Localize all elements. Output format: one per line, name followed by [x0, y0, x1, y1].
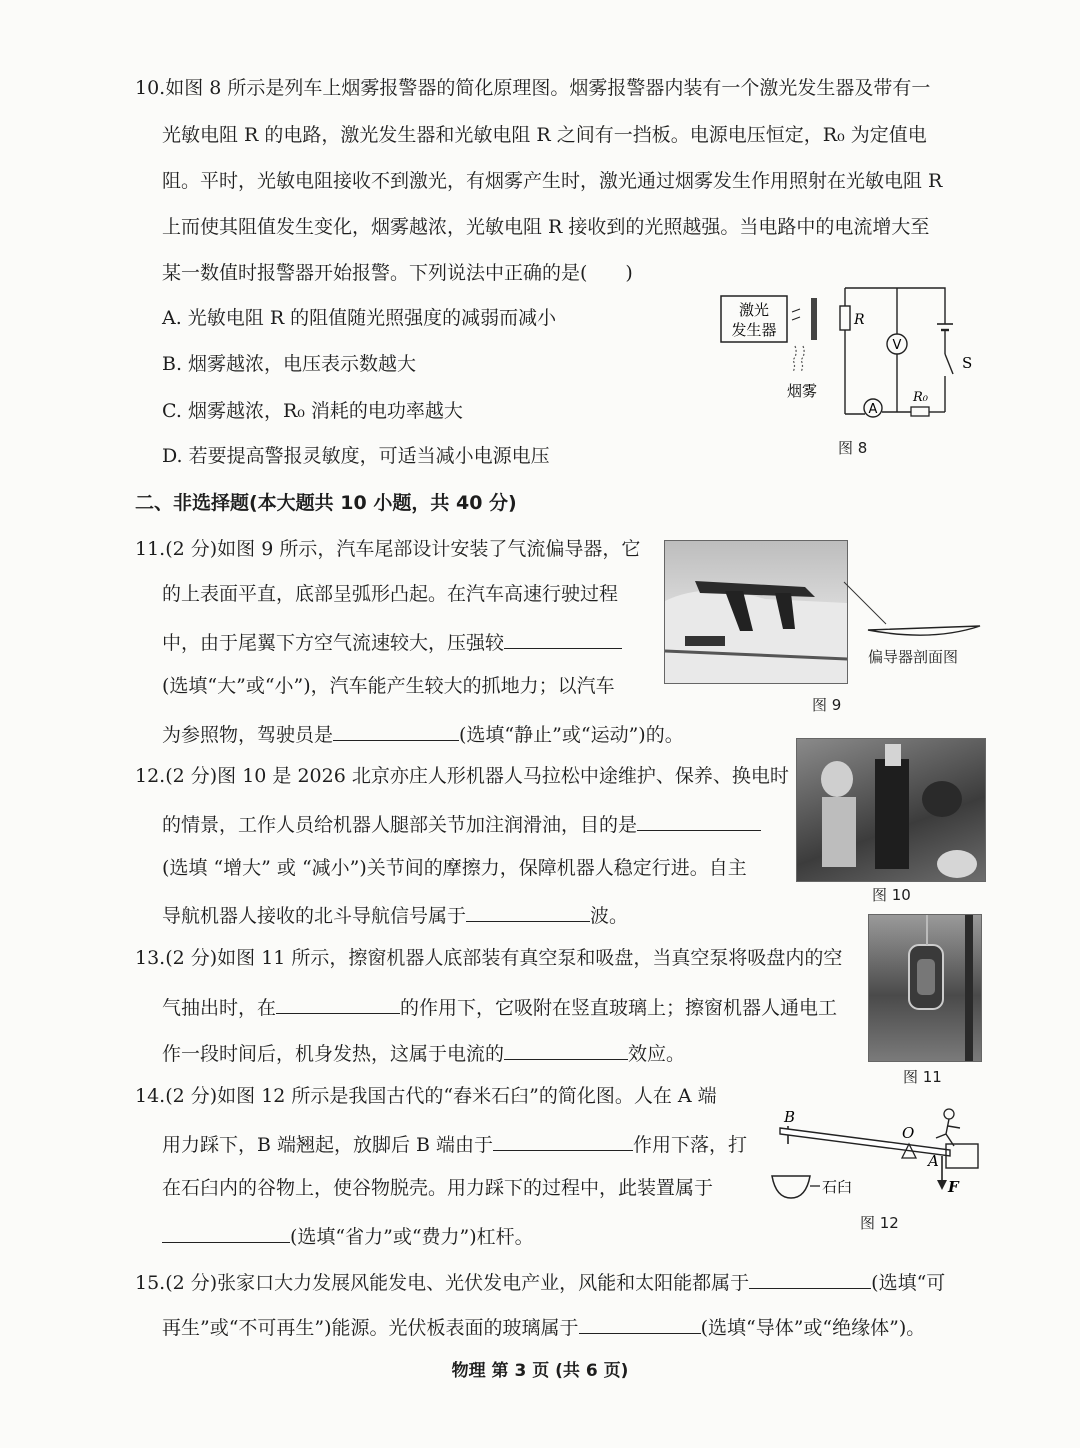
- figure-10-photo: [796, 738, 986, 882]
- q11-line-5: [162, 720, 684, 747]
- switch-label: S: [962, 354, 973, 372]
- q14-line-3: 在石臼内的谷物上，使谷物脱壳。用力踩下的过程中，此装置属于: [162, 1177, 714, 1199]
- figure-8-circuit: [715, 284, 985, 434]
- q13-line-3-text: 作一段时间后，机身发热，这属于电流的: [162, 1043, 505, 1065]
- car-spoiler-image: [665, 541, 847, 683]
- mortar-label: 石臼: [822, 1178, 853, 1196]
- q15-line-2-tail: (选填“导体”或“绝缘体”)。: [700, 1317, 926, 1339]
- q15-line-2-text: 再生”或“不可再生”)能源。光伏板表面的玻璃属于: [162, 1317, 579, 1339]
- q14-line-4-text: (选填“省力”或“费力”)杠杆。: [290, 1226, 534, 1248]
- q15-line-1-tail: (选填“可: [871, 1272, 946, 1294]
- q15-line-1-text: 15.(2 分)张家口大力发展风能发电、光伏发电产业，风能和太阳能都属于: [135, 1272, 750, 1294]
- figure-12-caption: 图 12: [860, 1214, 899, 1232]
- q12-line-4: [162, 901, 628, 928]
- q11-line-3: [162, 628, 622, 655]
- q15-line-1: [135, 1268, 945, 1295]
- pivot-o-label: O: [902, 1124, 915, 1142]
- q10-line-1: 10.如图 8 所示是列车上烟雾报警器的简化原理图。烟雾报警器内装有一个激光发生器及带有一: [135, 77, 931, 99]
- q12-line-2-text: 的情景，工作人员给机器人腿部关节加注润滑油，目的是: [162, 814, 638, 836]
- point-b-label: B: [784, 1108, 796, 1126]
- q10-option-d: D. 若要提高警报灵敏度，可适当减小电源电压: [162, 445, 550, 467]
- laser-label-2: 发生器: [731, 321, 777, 339]
- spoiler-section-diagram: [842, 580, 982, 640]
- q13-line-3: [162, 1039, 685, 1066]
- figure-8-caption: 图 8: [838, 439, 868, 457]
- q14-line-2-tail: 作用下落，打: [633, 1134, 748, 1156]
- q14-line-2: [162, 1130, 747, 1157]
- q14-line-2-text: 用力踩下，B 端翘起，放脚后 B 端由于: [162, 1134, 494, 1156]
- q12-line-2: [162, 810, 761, 837]
- q10-line-5: 某一数值时报警器开始报警。下列说法中正确的是( ): [162, 262, 633, 284]
- q13-line-2-text: 气抽出时，在: [162, 997, 277, 1019]
- q15-blank-1[interactable]: [749, 1268, 871, 1289]
- q11-line-3-text: 中，由于尾翼下方空气流速较大，压强较: [162, 632, 505, 654]
- q13-line-1: 13.(2 分)如图 11 所示，擦窗机器人底部装有真空泵和吸盘，当真空泵将吸盘内的空: [135, 947, 843, 969]
- window-robot-image: [869, 915, 981, 1061]
- smoke-label: 烟雾: [787, 382, 818, 400]
- q11-blank-1[interactable]: [504, 628, 622, 649]
- q11-line-5-tail: (选填“静止”或“运动”)的。: [459, 724, 684, 746]
- ammeter-label: A: [868, 402, 878, 417]
- q14-line-4: [162, 1222, 534, 1249]
- q15-line-2: [162, 1313, 925, 1340]
- q12-line-4-text: 导航机器人接收的北斗导航信号属于: [162, 905, 467, 927]
- figure-9-caption: 图 9: [812, 696, 842, 714]
- q10-line-4: 上而使其阻值发生变化，烟雾越浓，光敏电阻 R 接收到的光照越强。当电路中的电流增大至: [162, 216, 930, 238]
- q10-line-3: 阻。平时，光敏电阻接收不到激光，有烟雾产生时，激光通过烟雾发生作用照射在光敏电阻 R: [162, 170, 943, 192]
- q12-line-1: 12.(2 分)图 10 是 2026 北京亦庄人形机器人马拉松中途维护、保养、换电时: [135, 765, 789, 787]
- q14-line-1: 14.(2 分)如图 12 所示是我国古代的“舂米石臼”的简化图。人在 A 端: [135, 1085, 717, 1107]
- q14-blank-1[interactable]: [493, 1130, 633, 1151]
- q13-blank-2[interactable]: [504, 1039, 628, 1060]
- point-a-label: A: [928, 1152, 939, 1170]
- q12-line-3: (选填 “增大” 或 “减小”)关节间的摩擦力，保障机器人稳定行进。自主: [162, 857, 747, 879]
- figure-9-photo: [664, 540, 848, 684]
- resistor-r-label: R: [854, 312, 865, 328]
- figure-11-photo: [868, 914, 982, 1062]
- q10-option-b: B. 烟雾越浓，电压表示数越大: [162, 353, 417, 375]
- q12-line-4-tail: 波。: [590, 905, 629, 927]
- q11-blank-2[interactable]: [333, 720, 459, 741]
- q11-line-1: 11.(2 分)如图 9 所示，汽车尾部设计安装了气流偏导器，它: [135, 538, 641, 560]
- q10-line-2: 光敏电阻 R 的电路，激光发生器和光敏电阻 R 之间有一挡板。电源电压恒定，R₀ 为定值电: [162, 124, 927, 146]
- figure-12-lever: [766, 1100, 986, 1210]
- q12-blank-1[interactable]: [637, 810, 761, 831]
- robot-marathon-image: [797, 739, 985, 881]
- figure-11-caption: 图 11: [903, 1068, 942, 1086]
- q11-line-4: (选填“大”或“小”)，汽车能产生较大的抓地力；以汽车: [162, 675, 615, 697]
- q13-line-2-tail: 的作用下，它吸附在竖直玻璃上；擦窗机器人通电工: [400, 997, 838, 1019]
- q11-line-5-text: 为参照物，驾驶员是: [162, 724, 334, 746]
- laser-label-1: 激光: [738, 301, 770, 319]
- q10-option-a: A. 光敏电阻 R 的阻值随光照强度的减弱而减小: [162, 307, 557, 329]
- q14-blank-2[interactable]: [162, 1222, 290, 1243]
- page-footer: 物理 第 3 页 (共 6 页): [451, 1361, 629, 1381]
- q13-blank-1[interactable]: [276, 993, 400, 1014]
- q15-blank-2[interactable]: [579, 1313, 701, 1334]
- section-2-heading: 二、非选择题(本大题共 10 小题，共 40 分): [135, 492, 517, 514]
- spoiler-section-label: 偏导器剖面图: [868, 648, 959, 666]
- q13-line-2: [162, 993, 837, 1020]
- q12-blank-2[interactable]: [466, 901, 590, 922]
- resistor-r0-label: R₀: [913, 390, 928, 405]
- voltmeter-label: V: [892, 338, 902, 353]
- figure-10-caption: 图 10: [872, 886, 911, 904]
- q10-option-c: C. 烟雾越浓，R₀ 消耗的电功率越大: [162, 400, 463, 422]
- q13-line-3-tail: 效应。: [628, 1043, 686, 1065]
- force-f-label: F: [948, 1178, 959, 1196]
- q11-line-2: 的上表面平直，底部呈弧形凸起。在汽车高速行驶过程: [162, 583, 619, 605]
